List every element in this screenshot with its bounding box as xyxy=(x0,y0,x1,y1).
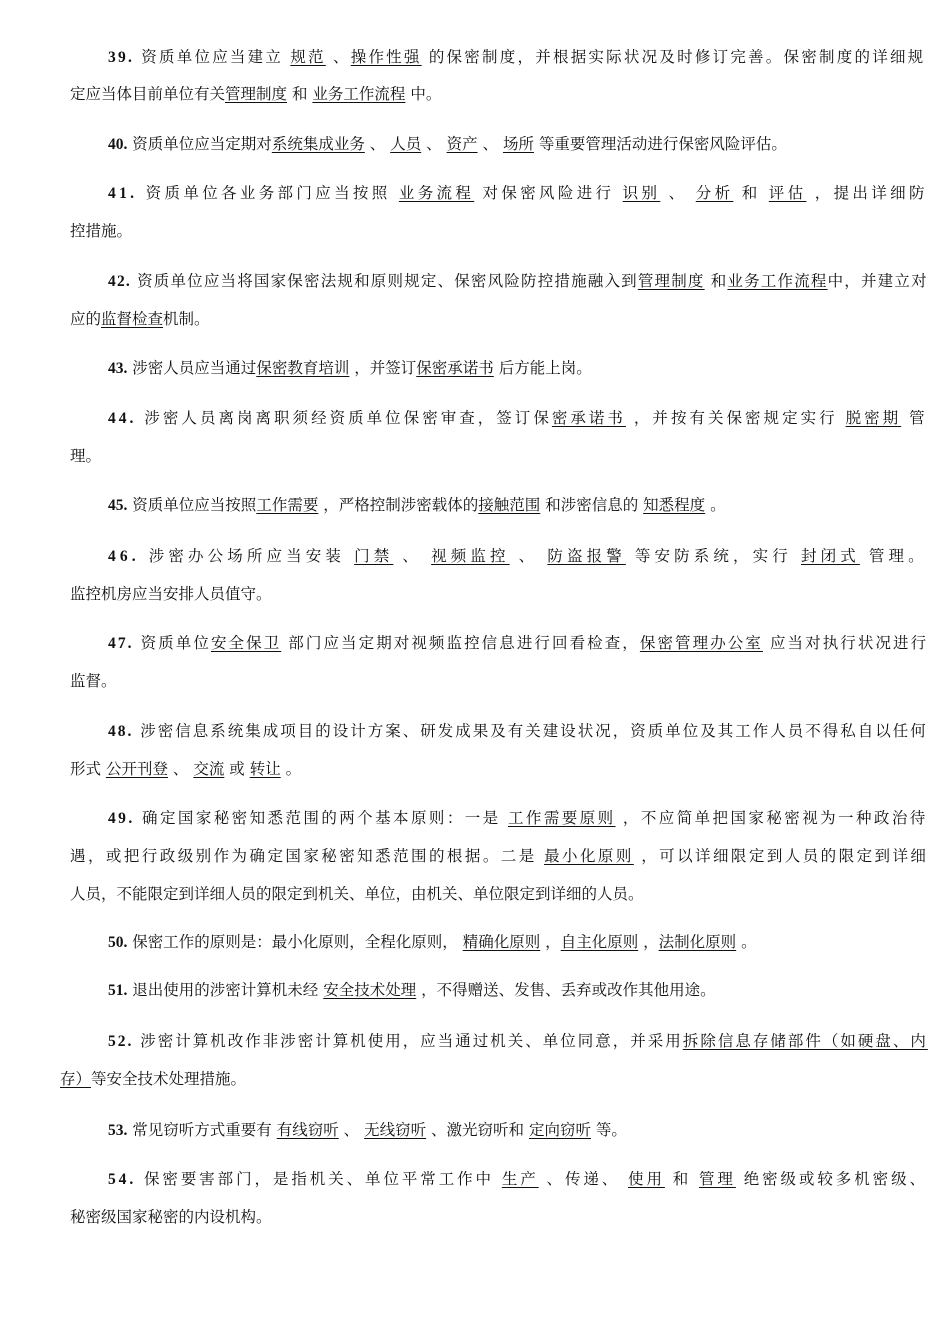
answer-blank: 监督检查 xyxy=(101,310,164,328)
question-text: 涉密人员离岗离职须经资质单位保密审查，签订保 xyxy=(136,409,552,427)
question-text: 中。 xyxy=(405,85,442,103)
question-text: 涉密办公场所应当安装 xyxy=(139,547,355,565)
question-text: 、 xyxy=(421,135,447,153)
answer-blank: 法制化原则 xyxy=(658,933,737,951)
question-text: 涉密信息系统集成项目的设计方案、研发成果及有关建设状况，资质单位及其工作人员不得私自以任何 xyxy=(133,722,928,740)
question-45-line-1 xyxy=(108,486,726,525)
answer-blank: 接触范围 xyxy=(478,496,541,514)
answer-blank: 业务流程 xyxy=(398,184,475,202)
question-text: 和 xyxy=(733,184,769,202)
answer-blank: 脱密期 xyxy=(845,409,902,427)
answer-blank: 密承诺书 xyxy=(551,409,626,427)
answer-blank: 无线窃听 xyxy=(364,1121,427,1139)
question-number: 50. xyxy=(108,934,128,951)
question-text: 资质单位各业务部门应当按照 xyxy=(137,184,399,202)
question-52-line-2 xyxy=(60,1060,246,1098)
answer-blank: 资产 xyxy=(446,135,478,153)
question-number: 52. xyxy=(108,1033,134,1050)
question-text: 监控机房应当安排人员值守。 xyxy=(70,585,272,603)
answer-blank: 知悉程度 xyxy=(643,496,706,514)
question-number: 44. xyxy=(108,410,137,427)
question-text: 对保密风险进行 xyxy=(474,184,623,202)
question-text: 和 xyxy=(664,1170,700,1188)
answer-blank: 业务工作流程 xyxy=(312,85,406,103)
question-text: 保密要害部门，是指机关、单位平常工作中 xyxy=(136,1170,502,1188)
question-text: ， xyxy=(540,933,561,951)
answer-blank: 使用 xyxy=(628,1170,665,1188)
question-text: 、 xyxy=(477,135,503,153)
question-text: 、 xyxy=(509,547,548,565)
question-number: 39. xyxy=(108,49,135,66)
question-text: 理。 xyxy=(70,447,102,465)
question-text: 管理。 xyxy=(859,547,928,565)
answer-blank: 工作需要 xyxy=(256,496,319,514)
question-text: 和 xyxy=(704,272,728,290)
question-text: 退出使用的涉密计算机未经 xyxy=(127,981,324,999)
question-text: 、 xyxy=(325,48,351,66)
question-52-line-1 xyxy=(108,1022,928,1061)
answer-blank: 门禁 xyxy=(354,547,394,565)
question-number: 40. xyxy=(108,136,128,153)
answer-blank: 防盗报警 xyxy=(547,547,626,565)
answer-blank: 交流 xyxy=(193,760,225,778)
question-number: 41. xyxy=(108,185,138,202)
answer-blank: 分析 xyxy=(695,184,734,202)
answer-blank: 系统集成业务 xyxy=(271,135,365,153)
question-text: 应的 xyxy=(70,310,102,328)
question-49-line-2 xyxy=(70,837,928,875)
answer-blank: 有线窃听 xyxy=(276,1121,339,1139)
question-text: 资质单位应当定期对 xyxy=(127,135,272,153)
answer-blank: 转让 xyxy=(249,760,281,778)
question-text: 常见窃听方式重要有 xyxy=(127,1121,277,1139)
question-text: 等安全技术处理措施。 xyxy=(91,1070,247,1088)
answer-blank: 管理制度 xyxy=(225,85,288,103)
question-number: 45. xyxy=(108,497,128,514)
question-50-line-1 xyxy=(108,923,757,962)
answer-blank: 自主化原则 xyxy=(560,933,639,951)
question-text: 、 xyxy=(167,760,194,778)
question-text: 管 xyxy=(901,409,928,427)
answer-blank: 识别 xyxy=(622,184,661,202)
question-text: 、激光窃听和 xyxy=(426,1121,529,1139)
question-number: 48. xyxy=(108,723,134,740)
question-text: ，严格控制涉密载体的 xyxy=(318,496,479,514)
question-43-line-1 xyxy=(108,349,592,388)
question-41-line-1 xyxy=(108,174,928,213)
question-number: 42. xyxy=(108,273,131,290)
question-text: 。 xyxy=(280,760,302,778)
question-39-line-1 xyxy=(108,38,925,77)
question-text: 、传递、 xyxy=(538,1170,629,1188)
question-text: ，可以详细限定到人员的限定到详细 xyxy=(633,847,929,865)
question-text: 形式 xyxy=(70,760,106,778)
question-text: ，并按有关保密规定实行 xyxy=(625,409,846,427)
question-text: 涉密人员应当通过 xyxy=(127,359,257,377)
answer-blank: 安全保卫 xyxy=(210,634,282,652)
answer-blank: 工作需要原则 xyxy=(507,809,616,827)
answer-blank: 操作性强 xyxy=(350,48,422,66)
answer-blank: 保密管理办公室 xyxy=(639,634,763,652)
answer-blank: 管理 xyxy=(699,1170,736,1188)
question-53-line-1 xyxy=(108,1111,627,1150)
question-text: 定应当体目前单位有关 xyxy=(70,85,226,103)
question-text: ，提出详细防 xyxy=(806,184,928,202)
answer-blank: 公开刊登 xyxy=(105,760,168,778)
question-text: 、 xyxy=(364,135,391,153)
question-text: 部门应当定期对视频监控信息进行回看检查， xyxy=(281,634,640,652)
question-text: 监督。 xyxy=(70,672,117,690)
question-46-line-2 xyxy=(70,575,272,613)
question-text: 秘密级国家秘密的内设机构。 xyxy=(70,1208,272,1226)
question-number: 54. xyxy=(108,1171,137,1188)
answer-blank: 评估 xyxy=(768,184,807,202)
question-number: 53. xyxy=(108,1122,128,1139)
answer-blank: 拆除信息存储部件（如硬盘、内 xyxy=(682,1032,928,1050)
answer-blank: 规范 xyxy=(290,48,326,66)
question-54-line-2 xyxy=(70,1198,272,1236)
question-text: 。 xyxy=(736,933,757,951)
question-text: 等重要管理活动进行保密风险评估。 xyxy=(533,135,787,153)
answer-blank: 保密教育培训 xyxy=(256,359,350,377)
answer-blank: 管理制度 xyxy=(637,272,705,290)
question-51-line-1 xyxy=(108,971,716,1010)
answer-blank: 业务工作流程 xyxy=(727,272,828,290)
question-text: 或 xyxy=(224,760,250,778)
question-text: 的保密制度，并根据实际状况及时修订完善。保密制度的详细规 xyxy=(421,48,926,66)
question-39-line-2 xyxy=(70,75,441,113)
question-text: ，不应简单把国家秘密视为一种政治待 xyxy=(615,809,928,827)
question-text: 和 xyxy=(287,85,313,103)
answer-blank: 精确化原则 xyxy=(462,933,541,951)
question-49-line-1 xyxy=(108,799,928,838)
question-number: 47. xyxy=(108,635,134,652)
question-text: 人员，不能限定到详细人员的限定到机关、单位，由机关、单位限定到详细的人员。 xyxy=(70,885,644,903)
question-text: 、 xyxy=(393,547,432,565)
question-49-line-3 xyxy=(70,875,644,913)
answer-blank: 视频监控 xyxy=(431,547,510,565)
question-text: 绝密级或较多机密级、 xyxy=(735,1170,928,1188)
question-44-line-1 xyxy=(108,399,928,438)
question-47-line-2 xyxy=(70,662,117,700)
question-48-line-2 xyxy=(70,750,301,788)
question-text: 资质单位应当建立 xyxy=(134,48,291,66)
question-text: 资质单位应当将国家保密法规和原则规定、保密风险防控措施融入到 xyxy=(130,272,638,290)
answer-blank: 封闭式 xyxy=(800,547,860,565)
question-text: 。 xyxy=(705,496,726,514)
answer-blank: 场所 xyxy=(502,135,534,153)
question-text: ， xyxy=(638,933,659,951)
question-text: 资质单位 xyxy=(133,634,211,652)
question-text: 遇，或把行政级别作为确定国家秘密知悉范围的根据。二是 xyxy=(70,847,545,865)
question-48-line-1 xyxy=(108,712,928,751)
question-42-line-1 xyxy=(108,262,928,301)
question-46-line-1 xyxy=(108,537,928,576)
answer-blank: 安全技术处理 xyxy=(323,981,417,999)
question-number: 51. xyxy=(108,982,128,999)
question-text: 后方能上岗。 xyxy=(493,359,592,377)
question-number: 49. xyxy=(108,810,135,827)
question-44-line-2 xyxy=(70,437,101,475)
question-text: 保密工作的原则是：最小化原则，全程化原则， xyxy=(127,933,463,951)
question-text: 等。 xyxy=(591,1121,627,1139)
question-text: ，不得赠送、发售、丢弃或改作其他用途。 xyxy=(416,981,716,999)
question-number: 46. xyxy=(108,548,140,565)
answer-blank: 存） xyxy=(60,1070,92,1088)
question-text: 资质单位应当按照 xyxy=(127,496,257,514)
question-41-line-2 xyxy=(70,212,132,250)
answer-blank: 人员 xyxy=(390,135,422,153)
question-text: 应当对执行状况进行 xyxy=(762,634,929,652)
question-text: ，并签订 xyxy=(349,359,417,377)
answer-blank: 定向窃听 xyxy=(528,1121,591,1139)
question-text: 、 xyxy=(660,184,696,202)
question-54-line-1 xyxy=(108,1160,928,1199)
question-number: 43. xyxy=(108,360,128,377)
question-42-line-2 xyxy=(70,300,210,338)
question-text: 中，并建立对 xyxy=(827,272,928,290)
question-text: 、 xyxy=(338,1121,365,1139)
question-text: 控措施。 xyxy=(70,222,133,240)
question-40-line-1 xyxy=(108,125,787,164)
answer-blank: 生产 xyxy=(501,1170,539,1188)
question-text: 和涉密信息的 xyxy=(540,496,644,514)
answer-blank: 保密承诺书 xyxy=(416,359,494,377)
question-text: 机制。 xyxy=(163,310,210,328)
question-text: 确定国家秘密知悉范围的两个基本原则：一是 xyxy=(134,809,508,827)
answer-blank: 最小化原则 xyxy=(544,847,634,865)
question-text: 等安防系统，实行 xyxy=(625,547,801,565)
question-text: 涉密计算机改作非涉密计算机使用，应当通过机关、单位同意，并采用 xyxy=(133,1032,683,1050)
question-47-line-1 xyxy=(108,624,928,663)
